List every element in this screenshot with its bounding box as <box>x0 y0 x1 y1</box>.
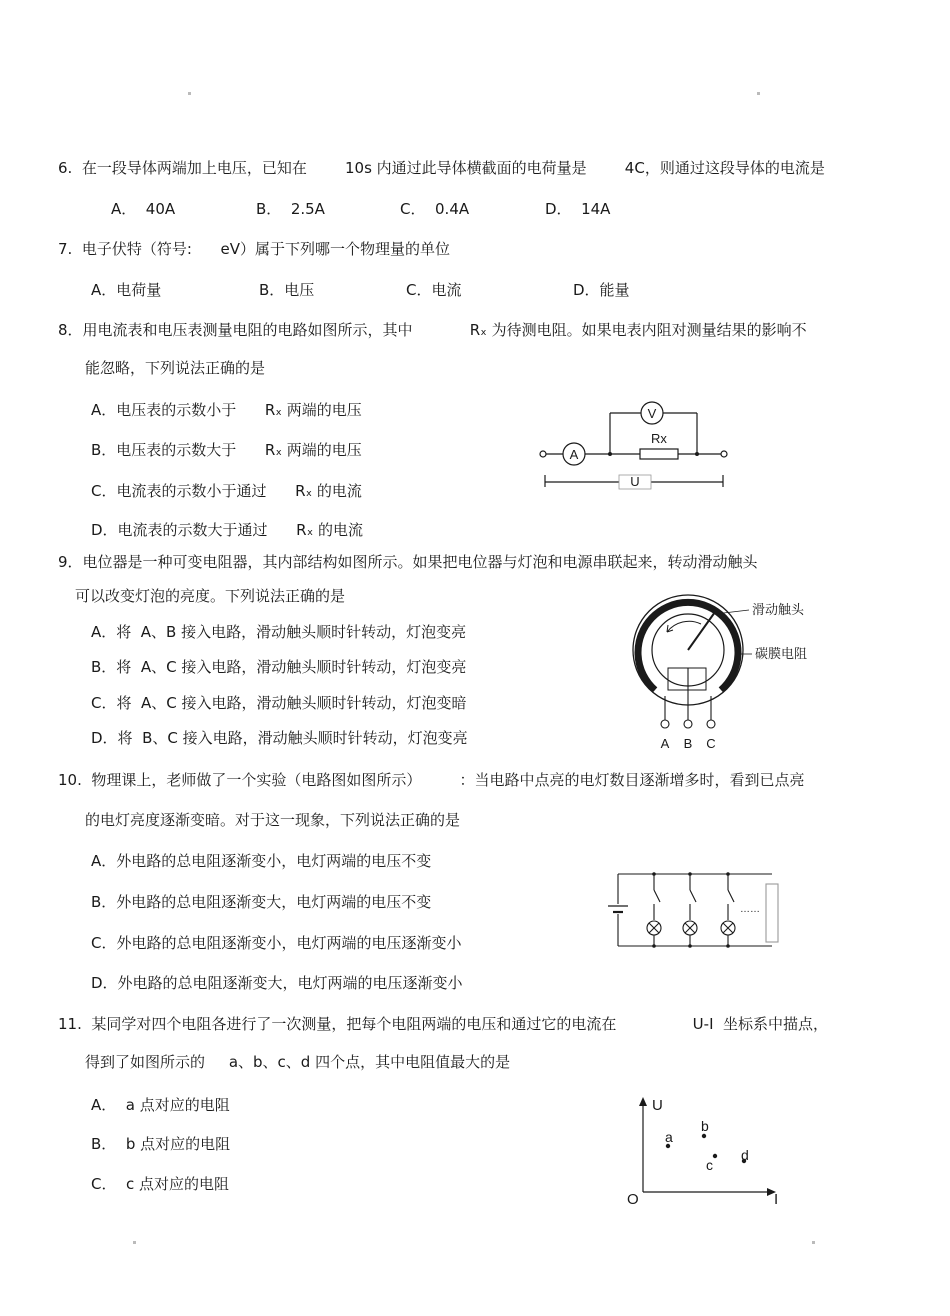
q10-option-a: A．外电路的总电阻逐渐变小，电灯两端的电压不变 <box>91 852 432 870</box>
q8-option-d: D．电流表的示数大于通过 Rₓ 的电流 <box>91 521 364 539</box>
point-c-label: c <box>706 1157 713 1173</box>
q6-option-b: B． 2.5A <box>256 200 325 218</box>
origin-label: O <box>627 1191 639 1208</box>
q10-option-d: D．外电路的总电阻逐渐变大，电灯两端的电压逐渐变小 <box>91 974 463 992</box>
question-10-stem-cont: 的电灯亮度逐渐变暗。对于这一现象，下列说法正确的是 <box>85 811 461 829</box>
resistor-label: Rx <box>651 431 667 446</box>
question-11-stem-cont: 得到了如图所示的 a、b、c、d 四个点，其中电阻值最大的是 <box>85 1053 511 1071</box>
terminal-a-label: A <box>660 736 670 751</box>
terminal-b-label: B <box>683 736 693 751</box>
scan-speck <box>757 92 760 95</box>
more-lamps-ellipsis: …… <box>740 904 760 915</box>
u-axis-label: U <box>652 1097 663 1114</box>
point-d-label: d <box>741 1147 749 1163</box>
question-11-stem: 11. 某同学对四个电阻各进行了一次测量，把每个电阻两端的电压和通过它的电流在 U-I 坐标系中描点， <box>58 1015 829 1033</box>
question-7-stem: 7. 电子伏特（符号: eV）属于下列哪一个物理量的单位 <box>58 240 451 258</box>
q6-option-c: C． 0.4A <box>400 200 470 218</box>
q9-option-d: D．将 B、C 接入电路，滑动触头顺时针转动，灯泡变亮 <box>91 729 468 747</box>
q10-parallel-lamps-circuit <box>600 866 790 952</box>
ammeter-label: A <box>569 447 579 462</box>
q7-option-b: B．电压 <box>259 281 315 299</box>
q9-option-a: A．将 A、B 接入电路，滑动触头顺时针转动，灯泡变亮 <box>91 623 467 641</box>
q9-option-c: C．将 A、C 接入电路，滑动触头顺时针转动，灯泡变暗 <box>91 694 467 712</box>
q10-option-b: B．外电路的总电阻逐渐变大，电灯两端的电压不变 <box>91 893 432 911</box>
question-10-stem: 10. 物理课上，老师做了一个实验（电路图如图所示） ：当电路中点亮的电灯数目逐渐增多时，看到已点亮 <box>58 771 805 789</box>
q11-ui-graph <box>620 1094 790 1210</box>
point-b <box>702 1134 706 1138</box>
q9-potentiometer-diagram <box>625 592 825 757</box>
question-8-stem: 8．用电流表和电压表测量电阻的电路如图所示，其中 Rₓ 为待测电阻。如果电表内阻对测量结果的影响不 <box>58 321 807 339</box>
point-a-label: a <box>665 1129 673 1145</box>
voltmeter-label: V <box>647 406 657 421</box>
q6-option-d: D． 14A <box>545 200 611 218</box>
point-c <box>713 1154 717 1158</box>
q9-option-b: B．将 A、C 接入电路，滑动触头顺时针转动，灯泡变亮 <box>91 658 467 676</box>
q11-option-b: B． b 点对应的电阻 <box>91 1135 231 1153</box>
q8-circuit-diagram <box>535 398 735 493</box>
question-8-stem-cont: 能忽略，下列说法正确的是 <box>85 359 266 377</box>
q11-option-a: A． a 点对应的电阻 <box>91 1096 230 1114</box>
question-9-stem-cont: 可以改变灯泡的亮度。下列说法正确的是 <box>75 587 346 605</box>
scan-speck <box>133 1241 136 1244</box>
q10-option-c: C．外电路的总电阻逐渐变小，电灯两端的电压逐渐变小 <box>91 934 462 952</box>
q6-option-a: A． 40A <box>111 200 176 218</box>
q7-option-d: D．能量 <box>573 281 630 299</box>
scan-speck <box>188 92 191 95</box>
terminal-c-label: C <box>706 736 716 751</box>
q7-option-c: C．电流 <box>406 281 462 299</box>
q7-option-a: A．电荷量 <box>91 281 162 299</box>
point-b-label: b <box>701 1118 709 1134</box>
q8-option-a: A．电压表的示数小于 Rₓ 两端的电压 <box>91 401 362 419</box>
scan-speck <box>812 1241 815 1244</box>
slider-arm <box>688 612 715 650</box>
q11-option-c: C． c 点对应的电阻 <box>91 1175 230 1193</box>
carbon-film-label: 碳膜电阻 <box>755 646 808 661</box>
voltage-label: U <box>630 474 640 489</box>
question-6-stem: 6. 在一段导体两端加上电压，已知在 10s 内通过此导体横截面的电荷量是 4C，则通过这段导体的电流是 <box>58 159 825 177</box>
resistor-symbol <box>640 449 678 459</box>
slider-label: 滑动触头 <box>752 602 805 617</box>
q8-option-b: B．电压表的示数大于 Rₓ 两端的电压 <box>91 441 362 459</box>
question-9-stem: 9．电位器是一种可变电阻器，其内部结构如图所示。如果把电位器与灯泡和电源串联起来，转动滑动触头 <box>58 553 758 571</box>
i-axis-label: I <box>774 1191 779 1208</box>
q8-option-c: C．电流表的示数小于通过 Rₓ 的电流 <box>91 482 362 500</box>
